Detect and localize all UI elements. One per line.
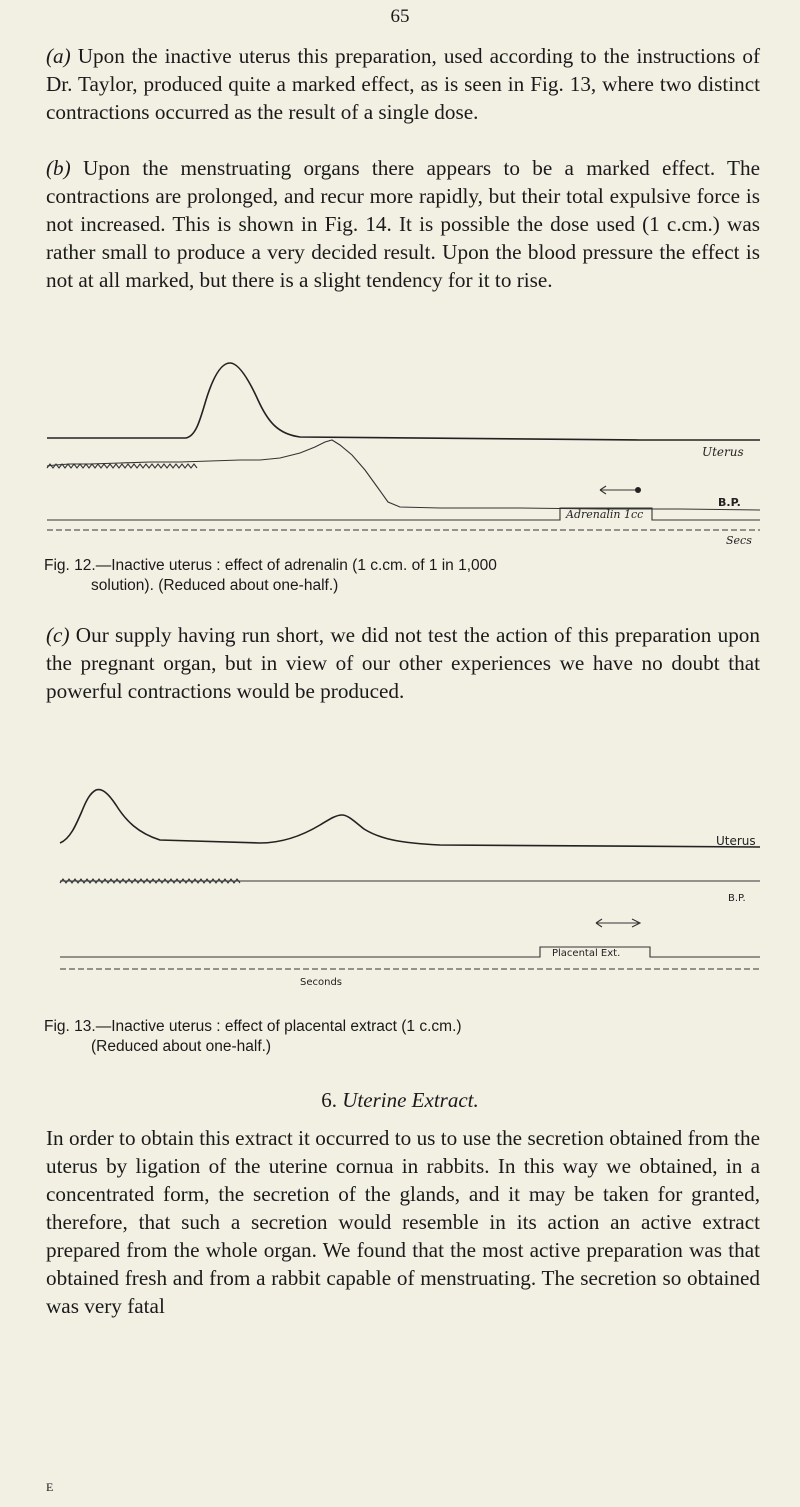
paragraph-a-label: (a)	[46, 44, 71, 68]
fig12-secs-label: Secs	[726, 534, 752, 547]
figure-12-caption	[44, 556, 760, 596]
fig13-bp-label: B.P.	[728, 893, 746, 904]
fig13-signal-line	[60, 947, 760, 957]
paragraph-b-label: (b)	[46, 156, 71, 180]
fig13-marker-label: Placental Ext.	[552, 948, 621, 959]
fig12-uterus-trace	[47, 363, 760, 440]
fig12-uterus-label: Uterus	[702, 445, 744, 459]
figure-13-caption	[44, 1017, 760, 1057]
paragraph-c-text: Our supply having run short, we did not test the action of this preparation upon the pregnant organ, but in view of our other experiences we have no doubt that powerful contractions would be produced.	[46, 623, 760, 703]
paragraph-a	[46, 42, 760, 126]
figure-12-caption-line2: solution). (Reduced about one-half.)	[91, 577, 339, 594]
fig13-arrow-icon	[596, 919, 640, 927]
fig12-bp-trace	[47, 440, 760, 510]
paragraph-b-text: Upon the menstruating organs there appears to be a marked effect. The contractions are prolonged, and recur more rapidly, but their total expulsive force is not increased. This is shown in Fig. 14. It is possible the dose used (1 c.cm.) was rather small to produce a very decided result. Upon the blood pressure the effect is not at all marked, but there is a slight tendency for it to rise.	[46, 156, 760, 292]
fig12-bp-label: B.P.	[718, 496, 741, 509]
fig13-secs-label: Seconds	[300, 977, 343, 988]
fig12-signal-line	[47, 508, 760, 520]
figure-13-caption-line1: Fig. 13.—Inactive uterus : effect of placental extract (1 c.cm.)	[44, 1018, 462, 1035]
page-number: 65	[390, 6, 410, 27]
fig12-arrow-icon	[600, 486, 640, 494]
paragraph-c-label: (c)	[46, 623, 70, 647]
section-heading	[0, 1088, 800, 1113]
figure-13-tracing	[0, 785, 800, 995]
paragraph-b	[46, 154, 760, 294]
figure-12-tracing	[0, 360, 800, 525]
fig13-uterus-trace	[60, 790, 760, 847]
paragraph-d	[46, 1124, 760, 1320]
paragraph-c	[46, 621, 760, 705]
section-number: 6.	[321, 1088, 338, 1112]
section-title: Uterine Extract.	[342, 1088, 479, 1112]
fig13-uterus-label: Uterus	[716, 834, 756, 848]
paragraph-a-text: Upon the inactive uterus this preparation, used according to the instructions of Dr. Taylor, produced quite a marked effect, as is seen in Fig. 13, where two distinct contractions occurred as the result of a single dose.	[46, 44, 760, 124]
signature-mark: E	[46, 1480, 54, 1494]
fig12-arrow-tail-icon	[635, 487, 641, 493]
figure-12-caption-line1: Fig. 12.—Inactive uterus : effect of adrenalin (1 c.cm. of 1 in 1,000	[44, 557, 497, 574]
paragraph-d-text: In order to obtain this extract it occurred to us to use the secretion obtained from the uterus by ligation of the uterine cornua in rabbits. In this way we obtained, in a concentrated form, the secretion of the glands, and it may be taken for granted, therefore, that such a secretion would resemble in its action an active extract prepared from the whole organ. We found that the most active preparation was that obtained fresh and from a rabbit capable of menstruating. The secretion so obtained was very fatal	[46, 1126, 760, 1318]
fig12-marker-label: Adrenalin 1cc	[566, 508, 644, 521]
figure-13-caption-line2: (Reduced about one-half.)	[91, 1038, 272, 1055]
figure-12-time-line	[0, 524, 800, 548]
